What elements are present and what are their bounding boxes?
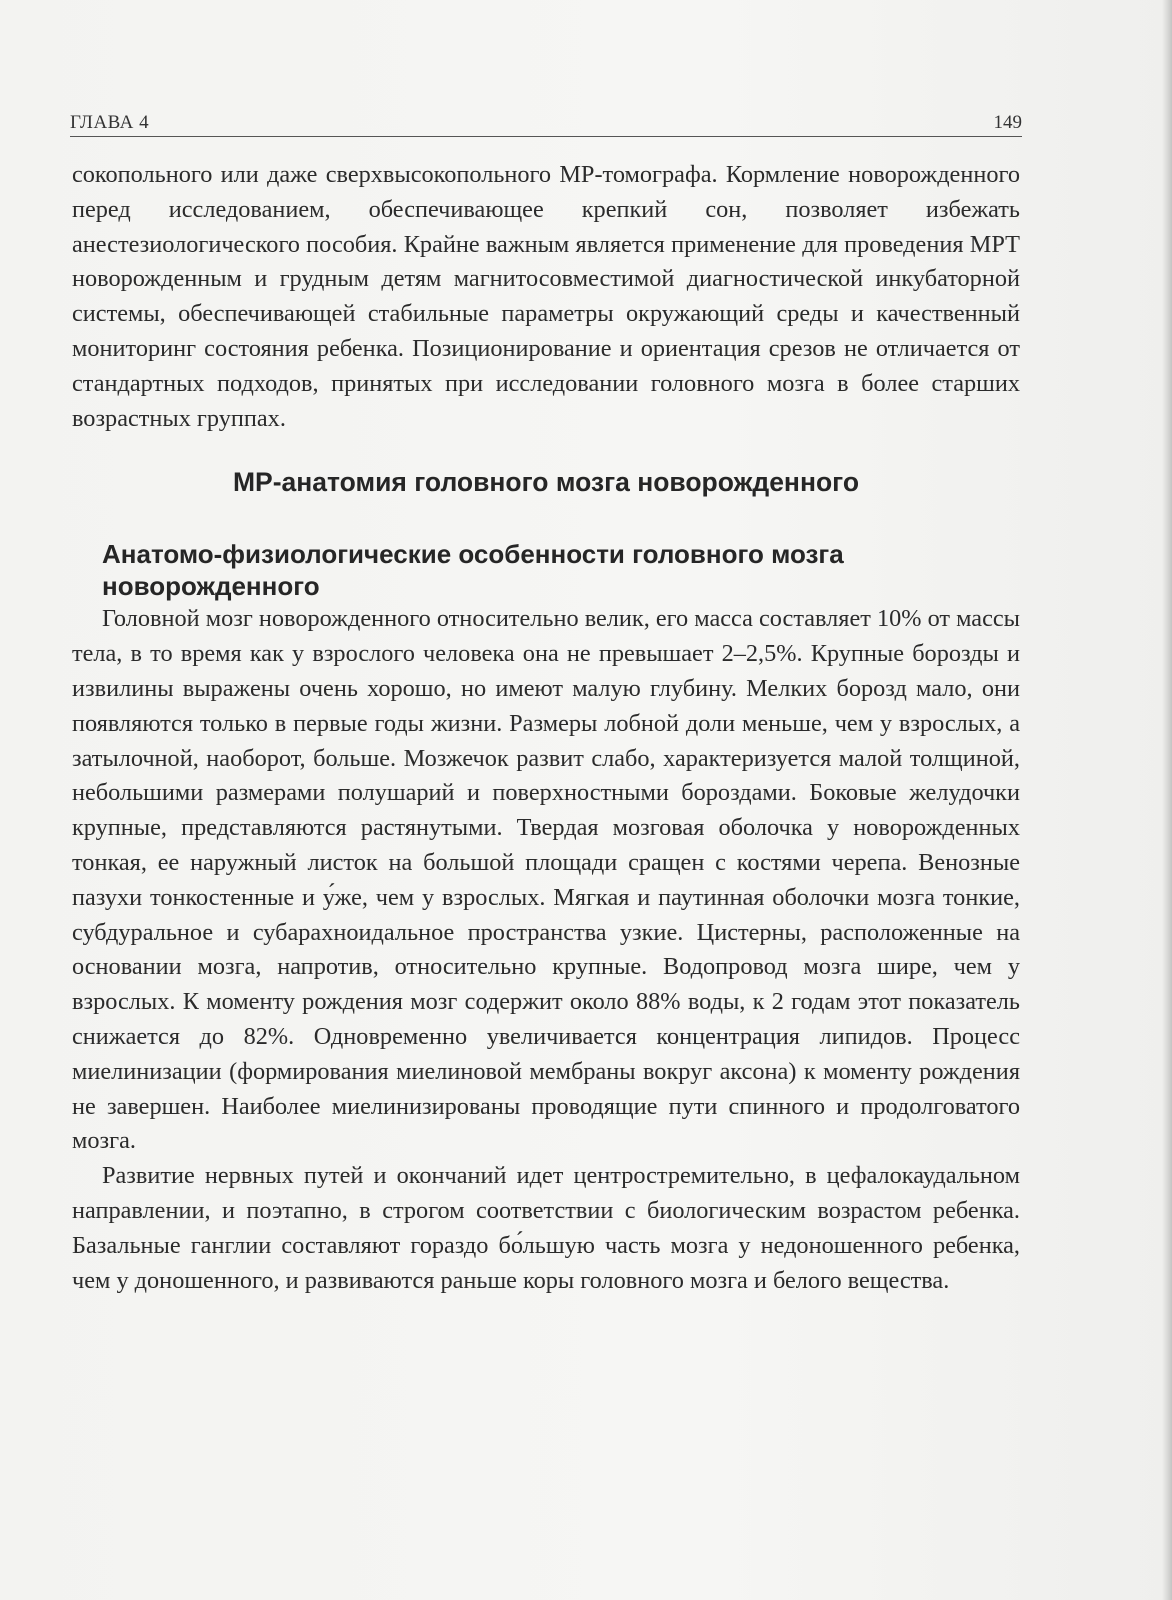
body-paragraph-2: Развитие нервных путей и окончаний идет центростремительно, в цефалокаудальном направлении, и поэтапно, в строгом соответствии с биологическим возрастом ребенка. Базальные ганглии составляют гораздо бо́льшую часть мозга у недоношенного ребенка, чем у доношенного, и развиваются раньше коры головного мозга и белого вещества. (72, 1162, 1020, 1294)
intro-paragraph: сокопольного или даже сверхвысокопольного МР-томографа. Кормление новорожденного перед исследованием, обеспечивающее крепкий сон, позволяет избежать анестезиологического пособия. Крайне важным является применение для проведения МРТ новорожденным и грудным детям магнитосовместимой диагностической инкубаторной системы, обеспечивающей стабильные параметры окружающий среды и качественный мониторинг состояния ребенка. Позиционирование и ориентация срезов не отличается от стандартных подходов, принятых при исследовании головного мозга в более старших возрастных группах. (72, 161, 1020, 432)
subsection-heading: Анатомо-физиологические особенности головного мозга новорожденного (102, 539, 844, 602)
page-edge-shadow (1162, 0, 1172, 1600)
body-paragraph-1: Головной мозг новорожденного относительно велик, его масса составляет 10% от массы тела, в то время как у взрослого человека она не превышает 2–2,5%. Крупные борозды и извилины выражены очень хорошо, но имеют малую глубину. Мелких борозд мало, они появляются только в первые годы жизни. Размеры лобной доли меньше, чем у взрослых, а затылочной, наоборот, больше. Мозжечок развит слабо, характеризуется малой толщиной, небольшими размерами полушарий и поверхностными бороздами. Боковые желудочки крупные, представляются растянутыми. Твердая мозговая оболочка у новорожденных тонкая, ее наружный листок на большой площади сращен с костями черепа. Венозные пазухи тонкостенные и у́же, чем у взрослых. Мягкая и паутинная оболочки мозга тонкие, субдуральное и субарахноидальное пространства узкие. Цистерны, расположенные на основании мозга, напротив, относительно крупные. Водопровод мозга шире, чем у взрослых. К моменту рождения мозг содержит около 88% воды, к 2 годам этот показатель снижается до 82%. Одновременно увеличивается концентрация липидов. Процесс миелинизации (формирования миелиновой мембраны вокруг аксона) к моменту рождения не завершен. Наиболее миелинизированы проводящие пути спинного и продолговатого мозга. (72, 605, 1020, 1155)
chapter-label: ГЛАВА 4 (70, 112, 150, 133)
page-number: 149 (993, 112, 1022, 133)
page-content (72, 158, 1020, 1298)
header-rule (70, 136, 1022, 137)
section-heading: МР-анатомия головного мозга новорожденного (232, 467, 860, 498)
running-header (70, 112, 1022, 134)
